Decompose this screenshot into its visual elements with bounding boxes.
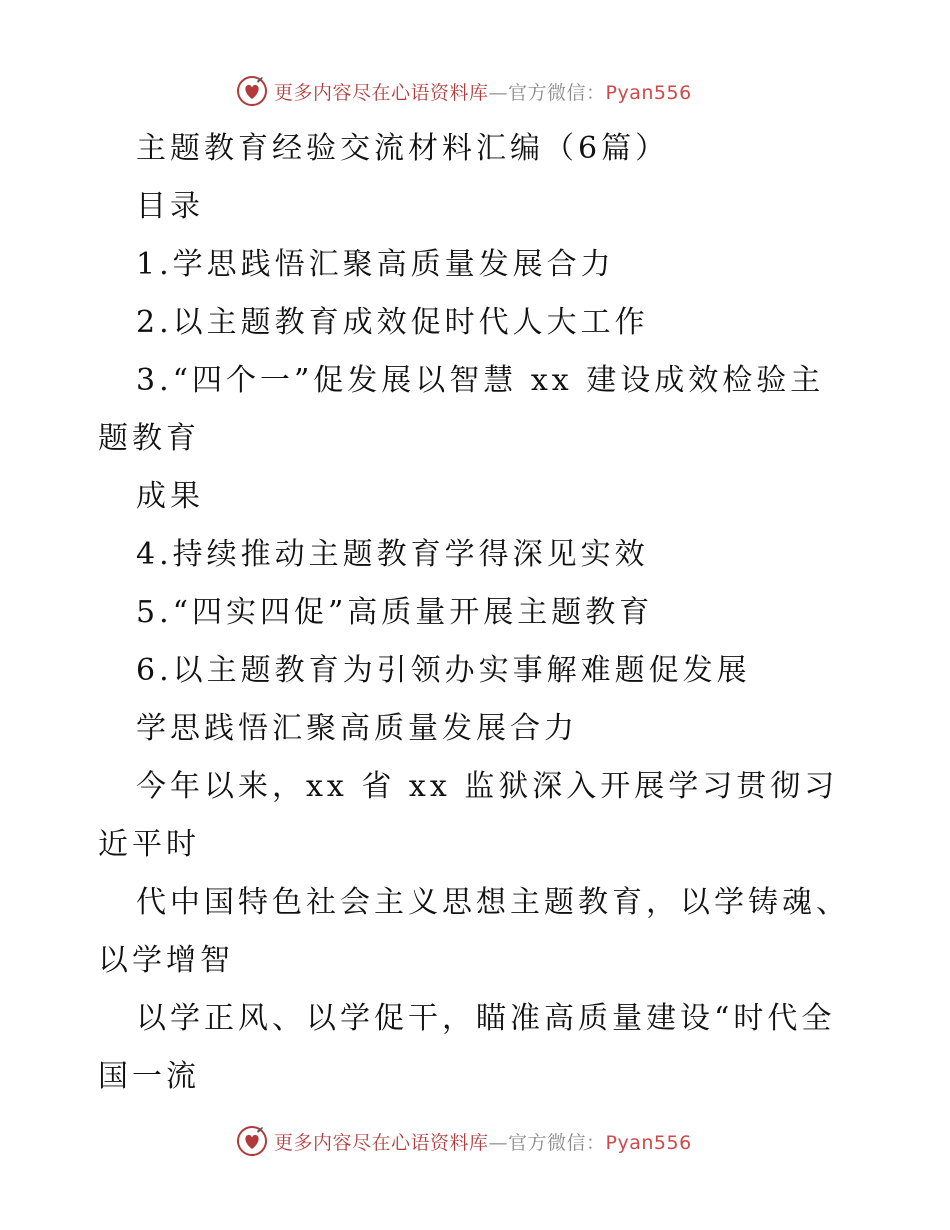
document-title: 主题教育经验交流材料汇编（6篇） [136,131,670,166]
document-body [98,120,858,1106]
watermark-text [274,78,692,105]
body-paragraph-continuation: 近平时 [98,827,200,862]
body-paragraph-continuation: 以学增智 [98,943,234,978]
body-paragraph: 今年以来，xx 省 xx 监狱深入开展学习贯彻习 [136,769,839,804]
body-paragraph: 代中国特色社会主义思想主题教育，以学铸魂、 [136,885,850,920]
body-paragraph-continuation: 国一流 [98,1059,200,1094]
watermark-main: 更多内容尽在心语资料库 [274,81,489,104]
watermark-main: 更多内容尽在心语资料库 [274,1131,489,1154]
watermark-dash: — [488,81,509,104]
watermark-header [236,74,692,108]
heart-pen-logo-icon [236,75,268,107]
toc-item: 6.以主题教育为引领办实事解难题促发展 [136,653,751,688]
heart-pen-logo-icon [236,1125,268,1157]
toc-item: 1.学思践悟汇聚高质量发展合力 [136,247,615,282]
toc-item: 3.“四个一”促发展以智慧 xx 建设成效检验主 [136,363,825,398]
toc-item: 4.持续推动主题教育学得深见实效 [136,537,649,572]
body-paragraph: 以学正风、以学促干，瞄准高质量建设“时代全 [136,1001,836,1036]
toc-item: 5.“四实四促”高质量开展主题教育 [136,595,654,630]
watermark-dash: — [488,1131,509,1154]
watermark-footer [236,1124,692,1158]
watermark-text [274,1128,692,1155]
watermark-official: 官方微信： [508,81,606,104]
watermark-official: 官方微信： [508,1131,606,1154]
toc-item: 2.以主题教育成效促时代人大工作 [136,305,649,340]
watermark-id: Pyan556 [605,81,692,104]
toc-heading: 目录 [136,189,204,224]
toc-item-continuation: 成果 [136,479,204,514]
section-title: 学思践悟汇聚高质量发展合力 [136,711,578,746]
toc-item-continuation: 题教育 [98,421,200,456]
watermark-id: Pyan556 [605,1131,692,1154]
